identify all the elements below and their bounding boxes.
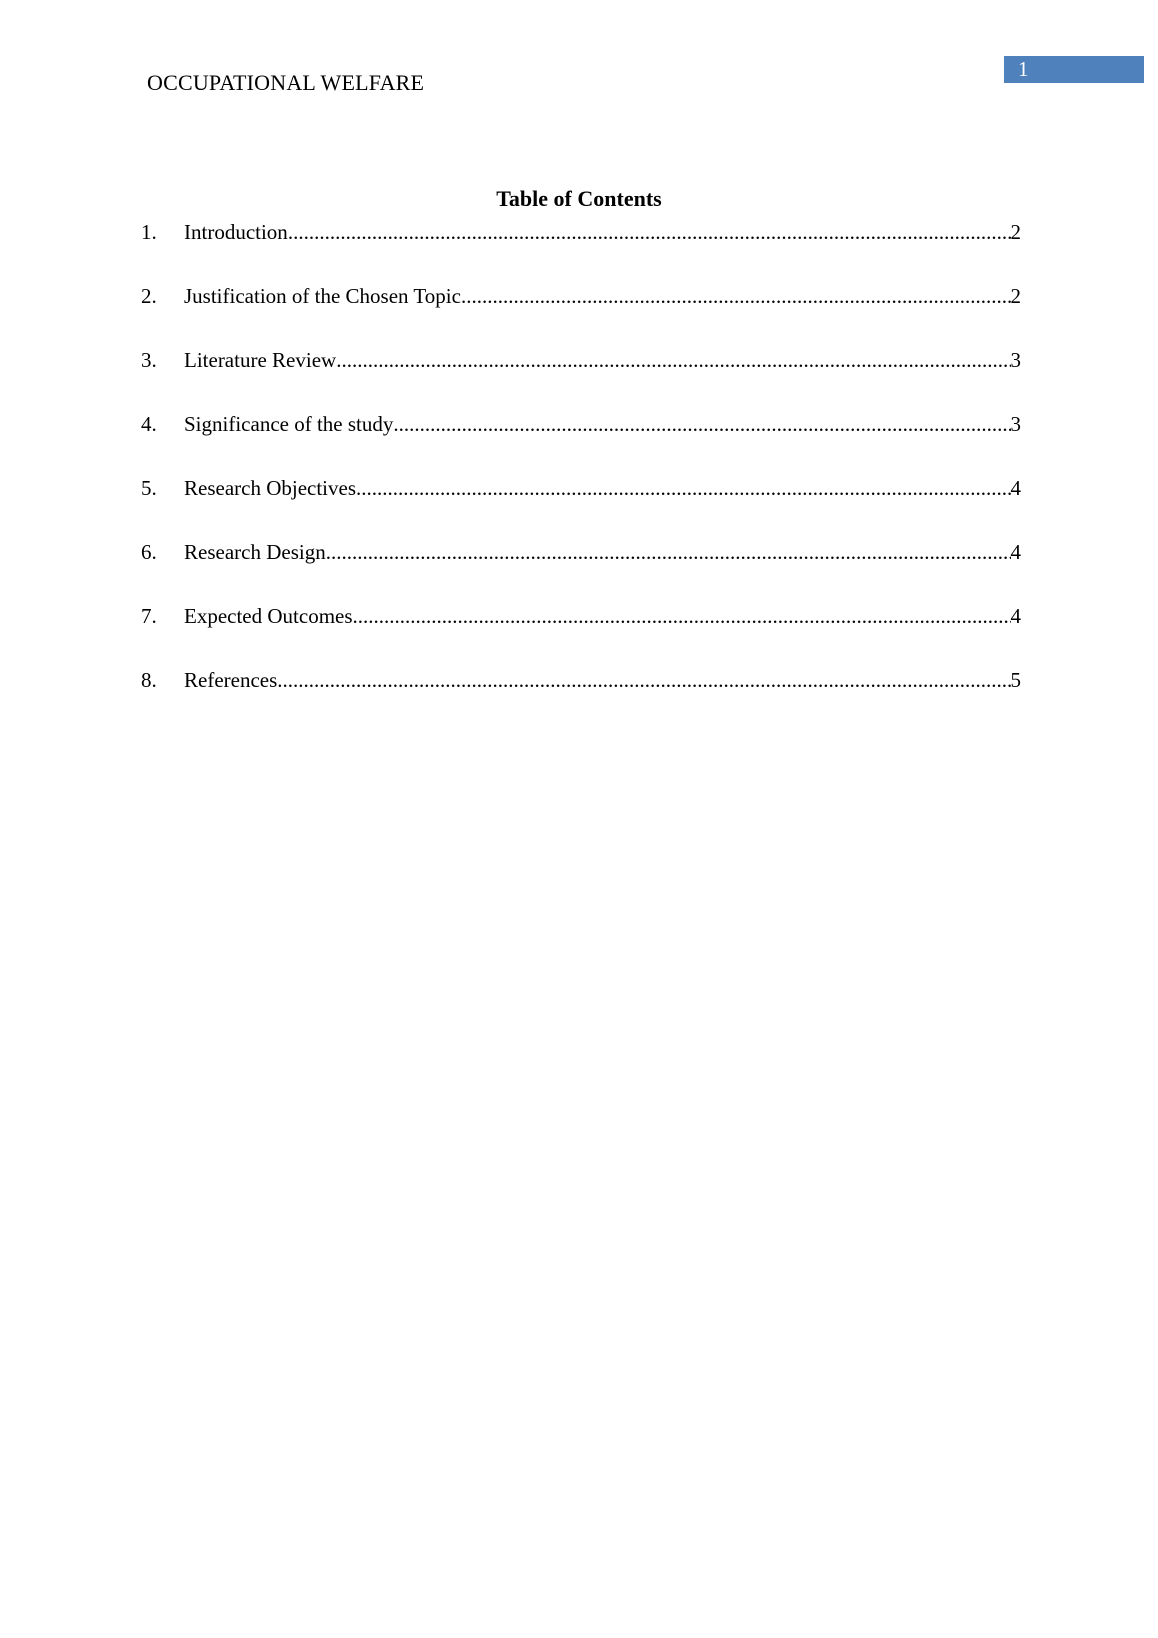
toc-entry-research-objectives[interactable] [141, 474, 1021, 538]
toc-dot-leader [461, 282, 1011, 310]
toc-entry-page: 3 [1010, 412, 1021, 436]
toc-dot-leader [288, 218, 1011, 246]
toc-entry-page: 4 [1010, 476, 1021, 500]
toc-entry-label: Literature Review [184, 348, 337, 372]
toc-entry-label: Justification of the Chosen Topic [184, 284, 461, 308]
toc-heading: Table of Contents [496, 186, 662, 211]
toc-entry-label: Expected Outcomes [184, 604, 353, 628]
toc-entry-literature-review[interactable] [141, 346, 1021, 410]
toc-entry-number: 1. [141, 220, 157, 244]
toc-list [141, 218, 1021, 730]
toc-entry-number: 4. [141, 412, 157, 436]
toc-entry-number: 6. [141, 540, 157, 564]
toc-entry-page: 5 [1010, 668, 1021, 692]
toc-entry-label: Significance of the study [184, 412, 394, 436]
toc-entry-number: 7. [141, 604, 157, 628]
toc-entry-research-design[interactable] [141, 538, 1021, 602]
toc-entry-number: 3. [141, 348, 157, 372]
toc-entry-page: 4 [1010, 604, 1021, 628]
toc-entry-significance[interactable] [141, 410, 1021, 474]
toc-entry-number: 8. [141, 668, 157, 692]
toc-entry-page: 3 [1010, 348, 1021, 372]
toc-dot-leader [336, 346, 1010, 374]
page-number-badge: 1 [1004, 56, 1144, 83]
toc-dot-leader [277, 666, 1010, 694]
toc-entry-references[interactable] [141, 666, 1021, 730]
toc-dot-leader [393, 410, 1010, 438]
toc-entry-number: 5. [141, 476, 157, 500]
toc-entry-introduction[interactable] [141, 218, 1021, 282]
toc-entry-justification[interactable] [141, 282, 1021, 346]
toc-entry-page: 4 [1010, 540, 1021, 564]
toc-entry-label: Research Objectives [184, 476, 357, 500]
toc-entry-label: Research Design [184, 540, 326, 564]
running-header-title: OCCUPATIONAL WELFARE [147, 70, 425, 95]
toc-entry-expected-outcomes[interactable] [141, 602, 1021, 666]
toc-dot-leader [353, 602, 1011, 630]
toc-dot-leader [326, 538, 1011, 566]
toc-entry-label: References [184, 668, 278, 692]
toc-dot-leader [356, 474, 1010, 502]
toc-entry-number: 2. [141, 284, 157, 308]
toc-entry-page: 2 [1010, 284, 1021, 308]
toc-entry-page: 2 [1010, 220, 1021, 244]
toc-entry-label: Introduction [184, 220, 288, 244]
